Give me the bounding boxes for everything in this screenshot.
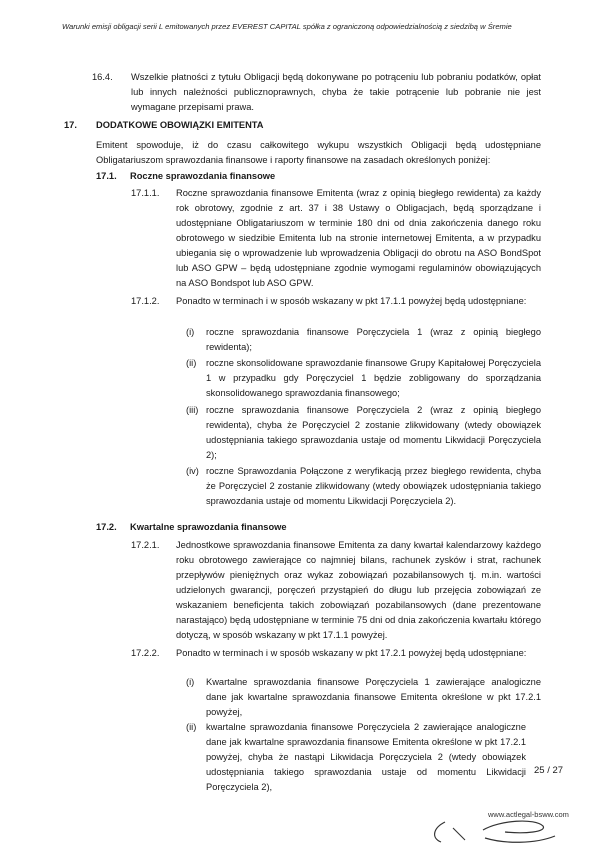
list-item-label: (iii) [186,405,199,415]
section-title: DODATKOWE OBOWIĄZKI EMITENTA [96,120,264,130]
section-number: 17. [64,120,77,130]
footer-url: www.actlegal-bsww.com [488,810,569,819]
list-item-label: (ii) [186,358,197,368]
list-item-label: (i) [186,327,195,337]
clause-number: 17.2.1. [131,540,160,550]
page-number: 25 / 27 [534,765,564,776]
list-item-text: kwartalne sprawozdania finansowe Poręczyciela 2 zawierające analogiczne dane jak kwartalne sprawozdania finansowe Emitenta określone w pkt 17.2.1 powyżej, chyba że nastąpi Likwidacja Poręczyciela 2 (wtedy obowiązek udostępniania takiego sprawozdania ustaje od momentu Likwidacji Poręczyciela 2), [206,722,526,792]
clause-text: Wszelkie płatności z tytułu Obligacji będą dokonywane po potrąceniu lub pobraniu podatków, opłat lub innych należności publicznoprawnych, chyba że takie potrącenie lub pobranie nie jest wymagane przepisami prawa. [131,72,541,112]
clause-number: 17.2.2. [131,648,160,658]
clause-text: Ponadto w terminach i w sposób wskazany w pkt 17.1.1 powyżej będą udostępniane: [176,296,527,306]
clause-number: 17.1.2. [131,296,160,306]
list-item-label: (i) [186,677,195,687]
list-item-text: roczne Sprawozdania Połączone z weryfikacją przez biegłego rewidenta, chyba że Poręczyciel 2 zostanie zlikwidowany (wtedy obowiązek udostępniania takiego sprawozdania ustaje od momentu Likwidacji Poręczyciela 2). [206,466,541,506]
clause-text: Jednostkowe sprawozdania finansowe Emitenta za dany kwartał kalendarzowy każdego roku obrotowego zawierające co najmniej bilans, rachunek zysków i strat, rachunek przepływów pieniężnych oraz wykaz zobowiązań pozabilansowych tj. m.in. wartości udzielonych gwarancji, poręczeń przystąpień do długu lub przejęcia zobowiązań ze wskazaniem beneficjenta takich zobowiązań pozabilansowych (dane prezentowane narastająco) będą udostępniane w terminie 75 dni od dnia zakończenia kwartału którego dotyczą, w sposób wskazany w pkt 17.1.1 powyżej. [176,540,541,640]
subsection-title: Kwartalne sprawozdania finansowe [130,522,287,532]
section-intro: Emitent spowoduje, iż do czasu całkowitego wykupu wszystkich Obligacji będą udostępniane Obligatariuszom sprawozdania finansowe i raporty finansowe na zasadach określonych poniżej: [96,140,541,165]
running-header: Warunki emisji obligacji serii L emitowanych przez EVEREST CAPITAL spółka z ograniczoną odpowiedzialnością z siedzibą w Śremie [62,22,512,31]
list-item-text: roczne sprawozdania finansowe Poręczyciela 2 (wraz z opinią biegłego rewidenta), chyba że Poręczyciel 2 zostanie zlikwidowany (wtedy obowiązek udostępniania takiego sprawozdania ustaje od momentu Likwidacji Poręczyciela 2); [206,405,541,460]
subsection-number: 17.1. [96,171,117,181]
clause-text: Roczne sprawozdania finansowe Emitenta (wraz z opinią biegłego rewidenta) za każdy rok obrotowy, zgodnie z art. 37 i 38 Ustawy o Obligacjach, będą sporządzane i udostępniane Obligatariuszom w terminie 180 dni od dnia zakończenia danego roku obrotowego w siedzibie Emitenta lub na stronie internetowej Emitenta, a w przypadku ubiegania się o wprowadzenie lub wprowadzenia Obligacji do obrotu na ASO BondSpot lub ASO GPW – będą udostępniane zgodnie wymogami regulaminów obowiązujących na ASO Bondspot lub ASO GPW. [176,188,541,288]
clause-text: Ponadto w terminach i w sposób wskazany w pkt 17.2.1 powyżej będą udostępniane: [176,648,527,658]
clause-number: 16.4. [92,72,113,82]
list-item-label: (ii) [186,722,197,732]
clause-number: 17.1.1. [131,188,160,198]
subsection-title: Roczne sprawozdania finansowe [130,171,276,181]
subsection-number: 17.2. [96,522,117,532]
list-item-text: roczne sprawozdania finansowe Poręczyciela 1 (wraz z opinią biegłego rewidenta); [206,327,541,352]
list-item-label: (iv) [186,466,199,476]
list-item-text: roczne skonsolidowane sprawozdanie finansowe Grupy Kapitałowej Poręczyciela 1 w przypadku gdy Poręczyciel 1 będzie zobligowany do sporządzania skonsolidowanego sprawozdania finansowego; [206,358,541,398]
signature-initials [425,814,565,850]
list-item-text: Kwartalne sprawozdania finansowe Poręczyciela 1 zawierające analogiczne dane jak kwartalne sprawozdania finansowe Emitenta określone w pkt 17.2.1 powyżej, [206,677,541,717]
